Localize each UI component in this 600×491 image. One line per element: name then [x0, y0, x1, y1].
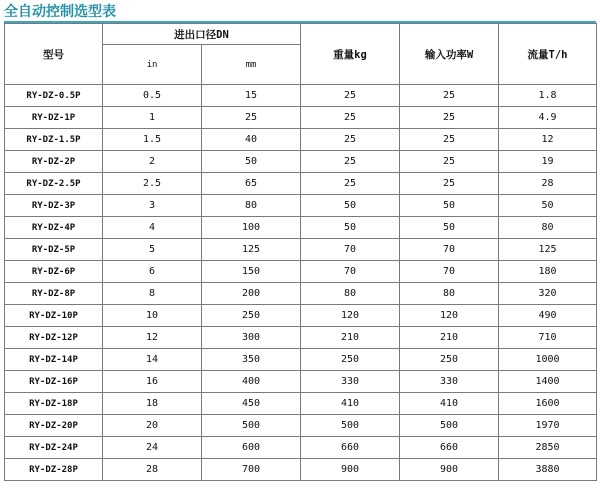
header-mm: mm	[202, 45, 301, 85]
cell-power: 330	[400, 371, 499, 393]
cell-power: 50	[400, 195, 499, 217]
cell-power: 660	[400, 437, 499, 459]
table-row	[5, 129, 597, 151]
table-row	[5, 261, 597, 283]
cell-inlet-mm: 600	[202, 437, 301, 459]
table-row	[5, 151, 597, 173]
cell-inlet-in: 12	[103, 327, 202, 349]
cell-inlet-in: 10	[103, 305, 202, 327]
cell-weight: 660	[301, 437, 400, 459]
cell-power: 25	[400, 85, 499, 107]
cell-flow: 1400	[499, 371, 597, 393]
table-row	[5, 327, 597, 349]
cell-model: RY-DZ-10P	[5, 305, 103, 327]
cell-model: RY-DZ-20P	[5, 415, 103, 437]
table-row	[5, 85, 597, 107]
table-row	[5, 459, 597, 481]
cell-inlet-mm: 200	[202, 283, 301, 305]
cell-model: RY-DZ-2.5P	[5, 173, 103, 195]
table-row	[5, 437, 597, 459]
cell-model: RY-DZ-24P	[5, 437, 103, 459]
cell-flow: 28	[499, 173, 597, 195]
cell-power: 120	[400, 305, 499, 327]
cell-model: RY-DZ-3P	[5, 195, 103, 217]
cell-inlet-mm: 40	[202, 129, 301, 151]
cell-inlet-in: 14	[103, 349, 202, 371]
cell-model: RY-DZ-2P	[5, 151, 103, 173]
cell-model: RY-DZ-14P	[5, 349, 103, 371]
cell-weight: 50	[301, 195, 400, 217]
cell-flow: 1.8	[499, 85, 597, 107]
cell-flow: 80	[499, 217, 597, 239]
cell-inlet-in: 5	[103, 239, 202, 261]
table-row	[5, 371, 597, 393]
cell-model: RY-DZ-28P	[5, 459, 103, 481]
cell-inlet-in: 3	[103, 195, 202, 217]
selection-table	[4, 23, 597, 481]
cell-weight: 70	[301, 261, 400, 283]
cell-weight: 50	[301, 217, 400, 239]
cell-power: 70	[400, 239, 499, 261]
cell-flow: 180	[499, 261, 597, 283]
cell-weight: 900	[301, 459, 400, 481]
cell-weight: 80	[301, 283, 400, 305]
header-flow: 流量T/h	[499, 24, 597, 85]
cell-inlet-in: 16	[103, 371, 202, 393]
table-row	[5, 349, 597, 371]
cell-inlet-mm: 350	[202, 349, 301, 371]
page-title: 全自动控制选型表	[4, 4, 116, 20]
table-row	[5, 305, 597, 327]
cell-flow: 1000	[499, 349, 597, 371]
cell-inlet-in: 0.5	[103, 85, 202, 107]
cell-weight: 410	[301, 393, 400, 415]
cell-inlet-in: 6	[103, 261, 202, 283]
cell-inlet-in: 2.5	[103, 173, 202, 195]
header-model: 型号	[5, 24, 103, 85]
table-row	[5, 415, 597, 437]
cell-power: 80	[400, 283, 499, 305]
cell-inlet-mm: 15	[202, 85, 301, 107]
cell-weight: 500	[301, 415, 400, 437]
cell-power: 25	[400, 151, 499, 173]
cell-model: RY-DZ-16P	[5, 371, 103, 393]
table-row	[5, 195, 597, 217]
cell-weight: 330	[301, 371, 400, 393]
cell-inlet-in: 4	[103, 217, 202, 239]
cell-flow: 320	[499, 283, 597, 305]
cell-inlet-mm: 100	[202, 217, 301, 239]
cell-inlet-in: 1.5	[103, 129, 202, 151]
cell-model: RY-DZ-1P	[5, 107, 103, 129]
cell-weight: 25	[301, 173, 400, 195]
cell-inlet-in: 24	[103, 437, 202, 459]
cell-flow: 1600	[499, 393, 597, 415]
cell-inlet-in: 2	[103, 151, 202, 173]
cell-flow: 19	[499, 151, 597, 173]
cell-power: 210	[400, 327, 499, 349]
cell-inlet-mm: 65	[202, 173, 301, 195]
cell-power: 70	[400, 261, 499, 283]
table-row	[5, 239, 597, 261]
cell-inlet-mm: 150	[202, 261, 301, 283]
cell-inlet-in: 8	[103, 283, 202, 305]
cell-power: 250	[400, 349, 499, 371]
header-inlet-outlet: 进出口径DN	[103, 24, 301, 45]
cell-weight: 120	[301, 305, 400, 327]
cell-model: RY-DZ-4P	[5, 217, 103, 239]
cell-flow: 1970	[499, 415, 597, 437]
cell-flow: 2850	[499, 437, 597, 459]
table-body	[5, 85, 597, 481]
cell-inlet-mm: 80	[202, 195, 301, 217]
header-in: in	[103, 45, 202, 85]
cell-model: RY-DZ-8P	[5, 283, 103, 305]
cell-model: RY-DZ-18P	[5, 393, 103, 415]
cell-inlet-mm: 125	[202, 239, 301, 261]
cell-power: 25	[400, 173, 499, 195]
table-row	[5, 283, 597, 305]
cell-model: RY-DZ-0.5P	[5, 85, 103, 107]
cell-flow: 3880	[499, 459, 597, 481]
cell-model: RY-DZ-5P	[5, 239, 103, 261]
cell-inlet-mm: 300	[202, 327, 301, 349]
table-row	[5, 173, 597, 195]
cell-weight: 70	[301, 239, 400, 261]
cell-inlet-in: 28	[103, 459, 202, 481]
cell-flow: 4.9	[499, 107, 597, 129]
cell-weight: 25	[301, 85, 400, 107]
cell-flow: 490	[499, 305, 597, 327]
cell-weight: 210	[301, 327, 400, 349]
cell-inlet-mm: 700	[202, 459, 301, 481]
cell-inlet-mm: 500	[202, 415, 301, 437]
cell-inlet-in: 20	[103, 415, 202, 437]
cell-inlet-in: 18	[103, 393, 202, 415]
cell-power: 25	[400, 107, 499, 129]
cell-power: 500	[400, 415, 499, 437]
table-row	[5, 107, 597, 129]
cell-weight: 25	[301, 107, 400, 129]
cell-flow: 125	[499, 239, 597, 261]
cell-model: RY-DZ-1.5P	[5, 129, 103, 151]
cell-weight: 25	[301, 129, 400, 151]
header-weight: 重量kg	[301, 24, 400, 85]
cell-inlet-mm: 50	[202, 151, 301, 173]
table-row	[5, 393, 597, 415]
header-power: 输入功率W	[400, 24, 499, 85]
cell-power: 900	[400, 459, 499, 481]
cell-inlet-mm: 25	[202, 107, 301, 129]
cell-weight: 25	[301, 151, 400, 173]
cell-power: 25	[400, 129, 499, 151]
cell-weight: 250	[301, 349, 400, 371]
cell-power: 410	[400, 393, 499, 415]
cell-flow: 12	[499, 129, 597, 151]
table-row	[5, 217, 597, 239]
cell-inlet-mm: 250	[202, 305, 301, 327]
cell-model: RY-DZ-6P	[5, 261, 103, 283]
cell-inlet-in: 1	[103, 107, 202, 129]
cell-inlet-mm: 400	[202, 371, 301, 393]
cell-model: RY-DZ-12P	[5, 327, 103, 349]
cell-flow: 710	[499, 327, 597, 349]
cell-flow: 50	[499, 195, 597, 217]
cell-inlet-mm: 450	[202, 393, 301, 415]
cell-power: 50	[400, 217, 499, 239]
